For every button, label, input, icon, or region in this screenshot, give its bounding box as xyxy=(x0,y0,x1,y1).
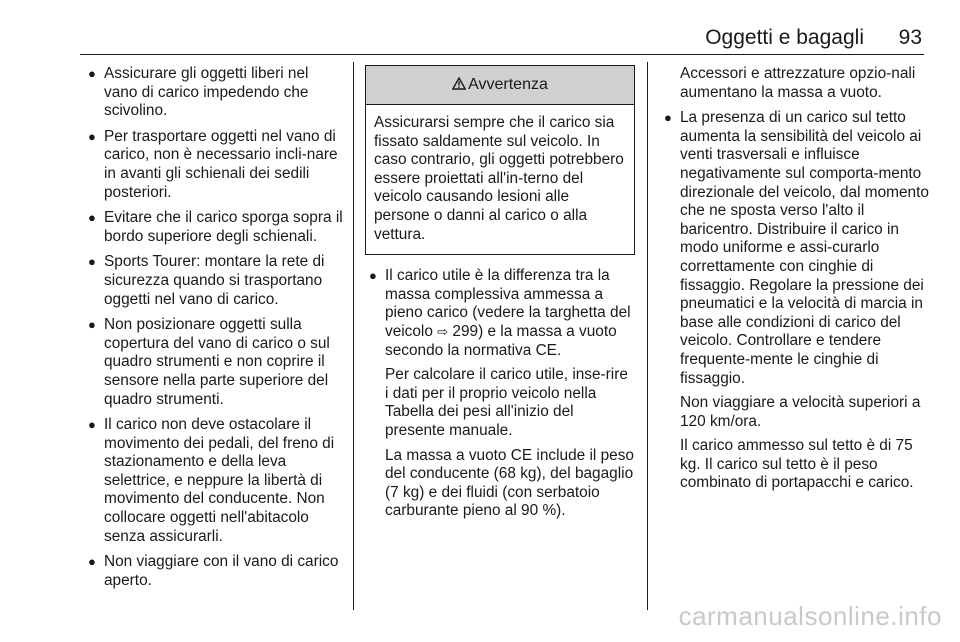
list-item: ● Il carico utile è la differenza tra la massa complessiva ammessa a pieno carico (vedere la targhetta del veicolo ⇨ 299) e la massa a vuoto secondo la normativa CE. Per calcolare il carico utile, inse-rire i dati per il proprio veicolo nella Tabella dei pesi all'inizio del presente manuale. La massa a vuoto CE include il peso del conducente (68 kg), del bagaglio (7 kg) e dei fluidi (con serbatoio carburante pieno al 90 %). xyxy=(369,267,634,520)
bullet-icon: ● xyxy=(88,554,96,570)
list-item: ● Per trasportare oggetti nel vano di carico, non è necessario incli-nare in avanti gli schienali dei sedili posteriori. xyxy=(88,127,338,201)
sub-paragraph: La massa a vuoto CE include il peso del conducente (68 kg), del bagaglio (7 kg) e dei fluidi (con serbatoio carburante pieno al 90 %). xyxy=(385,446,634,520)
list-item: ● Evitare che il carico sporga sopra il bordo superiore degli schienali. xyxy=(88,209,343,245)
bullet-icon: ● xyxy=(88,254,96,270)
page-title: Oggetti e bagagli xyxy=(705,26,864,49)
warning-title: Avvertenza xyxy=(468,76,548,93)
bullet-icon: ● xyxy=(88,317,96,333)
column-2 xyxy=(365,65,635,528)
column-3 xyxy=(660,65,930,500)
list-item: ● Sports Tourer: montare la rete di sicurezza quando si trasportano oggetti nel vano di carico. xyxy=(88,253,325,308)
page-header xyxy=(0,26,960,56)
list-item: ● Non viaggiare con il vano di carico aperto. xyxy=(88,553,339,589)
list-item: ● La presenza di un carico sul tetto aumenta la sensibilità del veicolo ai venti trasversali e influisce negativamente sul comporta-mento direzionale del veicolo, dal momento che ne sposta verso l'alto il baricentro. Distribuire il carico in modo uniforme e assi-curarlo correttamente con cinghie di fissaggio. Regolare la pressione dei pneumatici e la velocità di marcia in base alle condizioni di carico del veicolo. Controllare e tendere frequente-mente le cinghie di fissaggio. Non viaggiare a velocità superiori a 120 km/ora. Il carico ammesso sul tetto è di 75 kg. Il carico sul tetto è il peso combinato di portapacchi e carico. xyxy=(664,109,929,492)
page-number: 93 xyxy=(898,26,922,49)
header-rule xyxy=(80,54,924,55)
list-item: ● Non posizionare oggetti sulla copertura del vano di carico o sul quadro strumenti e non coprire il sensore nella parte superiore del quadro strumenti. xyxy=(88,316,330,408)
sub-paragraph: Il carico ammesso sul tetto è di 75 kg. Il carico sul tetto è il peso combinato di portapacchi e carico. xyxy=(680,437,914,492)
warning-text: Assicurarsi sempre che il carico sia fissato saldamente sul veicolo. In caso contrario, gli oggetti potrebbero essere proiettati all'in-terno del veicolo causando lesioni alle persone o danni al carico o alla vettura. xyxy=(374,114,624,243)
bullet-list xyxy=(660,109,930,493)
bullet-icon: ● xyxy=(664,110,672,126)
warning-triangle-icon xyxy=(452,66,466,104)
list-item: ● Il carico non deve ostacolare il movimento dei pedali, del freno di stazionamento e della leva selettrice, e neppure la libertà di movimento del conducente. Non collocare oggetti nell'abitacolo senza assicurarli. xyxy=(88,416,335,545)
bullet-list xyxy=(365,267,635,521)
continued-text: Accessori e attrezzature opzio-nali aumentano la massa a vuoto. xyxy=(680,65,916,101)
bullet-icon: ● xyxy=(88,417,96,433)
warning-header xyxy=(366,66,634,105)
sub-paragraph: Per calcolare il carico utile, inse-rire i dati per il proprio veicolo nella Tabella dei pesi all'inizio del presente manuale. xyxy=(385,366,628,439)
page-reference-icon[interactable]: ⇨ xyxy=(437,323,449,339)
bullet-list xyxy=(84,65,346,590)
bullet-icon: ● xyxy=(88,66,96,81)
list-item: ● Assicurare gli oggetti liberi nel vano di carico impedendo che scivolino. xyxy=(88,65,309,120)
bullet-icon: ● xyxy=(88,128,96,144)
column-divider xyxy=(353,62,354,610)
watermark: carmanualsonline.info xyxy=(678,601,942,631)
column-1 xyxy=(84,65,346,597)
column-divider xyxy=(647,62,648,610)
warning-box xyxy=(365,65,635,255)
sub-paragraph: Non viaggiare a velocità superiori a 120 km/ora. xyxy=(680,394,921,430)
bullet-icon: ● xyxy=(369,268,377,284)
bullet-icon: ● xyxy=(88,210,96,226)
